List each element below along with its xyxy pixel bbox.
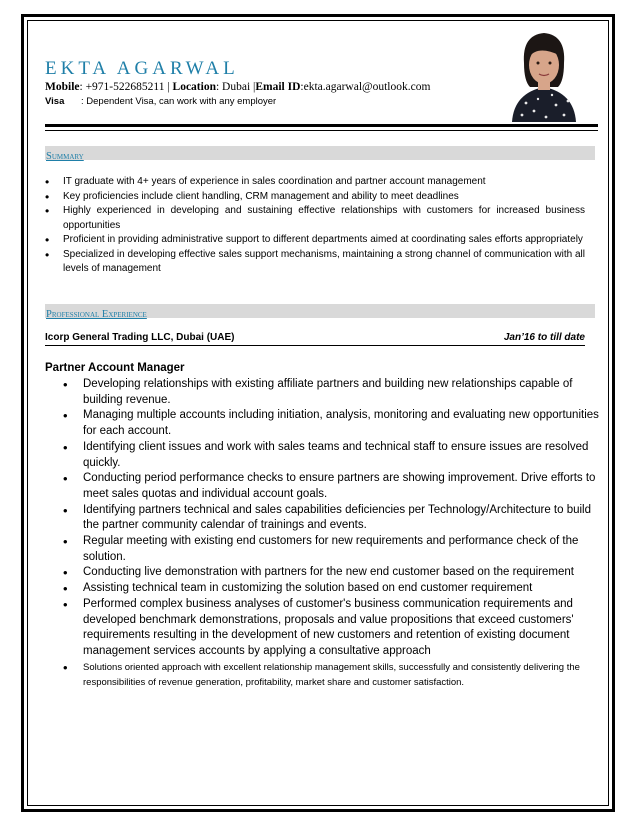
visa-value: : Dependent Visa, can work with any employer	[81, 96, 277, 107]
visa-line	[45, 96, 276, 107]
location-label: Location	[172, 81, 216, 93]
list-item: • Specialized in developing effective sales support mechanisms, maintaining a strong channel of communication with all levels of management	[45, 248, 585, 277]
location-value: : Dubai	[215, 81, 251, 93]
list-item: • Conducting live demonstration with partners for the new end customer based on the requirement	[63, 565, 603, 581]
profile-photo	[498, 27, 590, 122]
company-name: Icorp General Trading LLC, Dubai (UAE)	[45, 332, 235, 343]
email-label: Email ID	[255, 81, 301, 93]
mobile-value: : +971-522685211	[79, 81, 165, 93]
list-item: • Conducting period performance checks to ensure partners are showing improvement. Drive efforts to meet sales quotas and individual account goals.	[63, 471, 603, 502]
visa-label: Visa	[45, 96, 65, 107]
separator: |	[167, 81, 170, 93]
mobile-label: Mobile	[45, 81, 80, 93]
list-item: • Solutions oriented approach with excellent relationship management skills, successfully and consistently delivering the responsibilities of revenue generation, profitability, market share and customer satisfaction.	[63, 660, 603, 691]
email-value: :ekta.agarwal@outlook.com	[300, 81, 431, 93]
list-item: • Proficient in providing administrative support to different departments aimed at coordinating sales efforts appropriately	[45, 233, 585, 248]
list-item: • Highly experienced in developing and sustaining effective relationships with customers for increased business opportunities	[45, 204, 585, 233]
list-item: • Managing multiple accounts including initiation, analysis, monitoring and evaluating new opportunities for each account.	[63, 408, 603, 439]
separator: |	[253, 81, 256, 93]
summary-list	[45, 175, 585, 277]
list-item: • Performed complex business analyses of customer's business communication requirements and developed benchmark demonstrations, proposals and value propositions that exceed customers' requirements resulting in the development of new customers and retention of existing document management services accounts by applying a consultative approach	[63, 597, 603, 660]
job-dates: Jan’16 to till date	[503, 332, 585, 343]
list-item: • IT graduate with 4+ years of experience in sales coordination and partner account management	[45, 175, 585, 190]
list-item: • Regular meeting with existing end customers for new requirements and performance check of the solution.	[63, 534, 603, 565]
duties-list	[63, 377, 603, 691]
experience-heading-bar	[45, 304, 595, 318]
summary-heading-bar	[45, 146, 595, 160]
job-header	[45, 332, 585, 346]
header-rule-thin	[45, 130, 598, 131]
list-item: • Identifying client issues and work with sales teams and technical staff to ensure issues are resolved quickly.	[63, 440, 603, 471]
job-title: Partner Account Manager	[45, 362, 185, 374]
header-rule	[45, 124, 598, 127]
list-item: • Developing relationships with existing affiliate partners and building new relationships capable of building revenue.	[63, 377, 603, 408]
list-item: • Identifying partners technical and sales capabilities deficiencies per Technology/Architecture to build the partner community calendar of trainings and events.	[63, 503, 603, 534]
list-item: • Key proficiencies include client handling, CRM management and ability to meet deadlines	[45, 190, 585, 205]
contact-line	[45, 81, 430, 93]
candidate-name: EKTA AGARWAL	[45, 58, 239, 79]
experience-heading: Professional Experience	[46, 309, 147, 320]
list-item: • Assisting technical team in customizing the solution based on end customer requirement	[63, 581, 603, 597]
summary-heading: Summary	[46, 151, 84, 162]
